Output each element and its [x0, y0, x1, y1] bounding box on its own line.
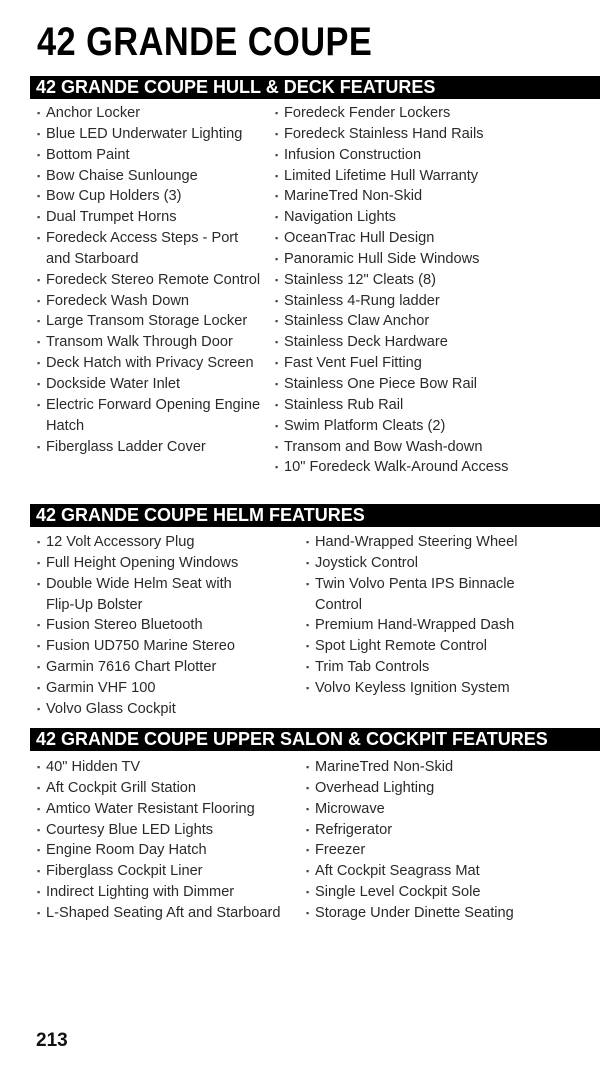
feature-item: ▪ MarineTred Non-Skid [275, 186, 575, 207]
feature-item: ▪ Transom and Bow Wash-down [275, 437, 575, 458]
feature-item: ▪ Joystick Control [306, 553, 546, 574]
feature-item: ▪ Bow Cup Holders (3) [37, 186, 262, 207]
feature-item: ▪ Trim Tab Controls [306, 657, 546, 678]
feature-item: ▪ Single Level Cockpit Sole [306, 882, 546, 903]
feature-item: ▪ Volvo Keyless Ignition System [306, 678, 546, 699]
feature-item: ▪ Foredeck Stainless Hand Rails [275, 124, 575, 145]
feature-item: ▪ Deck Hatch with Privacy Screen [37, 353, 262, 374]
feature-item: ▪ Stainless Claw Anchor [275, 311, 575, 332]
feature-item: ▪ Engine Room Day Hatch [37, 840, 297, 861]
helm-list-left [37, 532, 262, 720]
feature-item: ▪ Garmin VHF 100 [37, 678, 262, 699]
feature-item: ▪ Full Height Opening Windows [37, 553, 262, 574]
feature-item: ▪ 12 Volt Accessory Plug [37, 532, 262, 553]
feature-item: ▪ Transom Walk Through Door [37, 332, 262, 353]
feature-item: ▪ Electric Forward Opening Engine Hatch [37, 395, 262, 437]
feature-item: ▪ Stainless Rub Rail [275, 395, 575, 416]
feature-item: ▪ Refrigerator [306, 820, 546, 841]
page-number: 213 [36, 1030, 68, 1051]
feature-item: ▪ Foredeck Stereo Remote Control [37, 270, 262, 291]
hull-deck-list-right [275, 103, 575, 478]
feature-item: ▪ Overhead Lighting [306, 778, 546, 799]
feature-item: ▪ Indirect Lighting with Dimmer [37, 882, 297, 903]
helm-list-right [306, 532, 546, 699]
helm-heading: 42 GRANDE COUPE HELM FEATURES [30, 504, 600, 527]
feature-item: ▪ Aft Cockpit Grill Station [37, 778, 297, 799]
feature-item: ▪ Storage Under Dinette Seating [306, 903, 546, 924]
feature-item: ▪ Garmin 7616 Chart Plotter [37, 657, 262, 678]
feature-item: ▪ Freezer [306, 840, 546, 861]
feature-item: ▪ Fiberglass Ladder Cover [37, 437, 262, 458]
feature-item: ▪ Stainless 4-Rung ladder [275, 291, 575, 312]
feature-item: ▪ Premium Hand-Wrapped Dash [306, 615, 546, 636]
feature-item: ▪ Anchor Locker [37, 103, 262, 124]
feature-item: ▪ Aft Cockpit Seagrass Mat [306, 861, 546, 882]
salon-list-right [306, 757, 546, 924]
feature-item: ▪ Limited Lifetime Hull Warranty [275, 166, 575, 187]
feature-item: ▪ Foredeck Wash Down [37, 291, 262, 312]
feature-item: ▪ Panoramic Hull Side Windows [275, 249, 575, 270]
feature-item: ▪ Stainless 12" Cleats (8) [275, 270, 575, 291]
feature-item: ▪ Large Transom Storage Locker [37, 311, 262, 332]
feature-item: ▪ Dockside Water Inlet [37, 374, 262, 395]
page-title: 42 GRANDE COUPE [37, 20, 373, 64]
feature-item: ▪ L-Shaped Seating Aft and Starboard [37, 903, 297, 924]
feature-item: ▪ Foredeck Fender Lockers [275, 103, 575, 124]
feature-item: ▪ Swim Platform Cleats (2) [275, 416, 575, 437]
upper-salon-cockpit-heading: 42 GRANDE COUPE UPPER SALON & COCKPIT FEATURES [30, 728, 600, 751]
feature-item: ▪ Hand-Wrapped Steering Wheel [306, 532, 546, 553]
feature-item: ▪ 10" Foredeck Walk-Around Access [275, 457, 575, 478]
feature-item: ▪ Stainless Deck Hardware [275, 332, 575, 353]
feature-item: ▪ Fast Vent Fuel Fitting [275, 353, 575, 374]
feature-item: ▪ Infusion Construction [275, 145, 575, 166]
feature-item: ▪ Stainless One Piece Bow Rail [275, 374, 575, 395]
feature-item: ▪ 40" Hidden TV [37, 757, 297, 778]
feature-item: ▪ Spot Light Remote Control [306, 636, 546, 657]
feature-item: ▪ Bow Chaise Sunlounge [37, 166, 262, 187]
feature-item: ▪ Dual Trumpet Horns [37, 207, 262, 228]
hull-deck-list-left [37, 103, 262, 457]
feature-item: ▪ Blue LED Underwater Lighting [37, 124, 262, 145]
feature-item: ▪ Foredeck Access Steps - Port and Starboard [37, 228, 262, 270]
feature-item: ▪ Twin Volvo Penta IPS Binnacle Control [306, 574, 546, 616]
feature-item: ▪ Amtico Water Resistant Flooring [37, 799, 297, 820]
feature-item: ▪ Fusion Stereo Bluetooth [37, 615, 262, 636]
feature-item: ▪ Fiberglass Cockpit Liner [37, 861, 297, 882]
feature-item: ▪ Fusion UD750 Marine Stereo [37, 636, 262, 657]
feature-item: ▪ Microwave [306, 799, 546, 820]
feature-item: ▪ OceanTrac Hull Design [275, 228, 575, 249]
feature-item: ▪ Bottom Paint [37, 145, 262, 166]
salon-list-left [37, 757, 297, 924]
feature-item: ▪ MarineTred Non-Skid [306, 757, 546, 778]
feature-item: ▪ Courtesy Blue LED Lights [37, 820, 297, 841]
feature-item: ▪ Volvo Glass Cockpit [37, 699, 262, 720]
hull-deck-heading: 42 GRANDE COUPE HULL & DECK FEATURES [30, 76, 600, 99]
feature-item: ▪ Navigation Lights [275, 207, 575, 228]
feature-item: ▪ Double Wide Helm Seat with Flip-Up Bolster [37, 574, 262, 616]
